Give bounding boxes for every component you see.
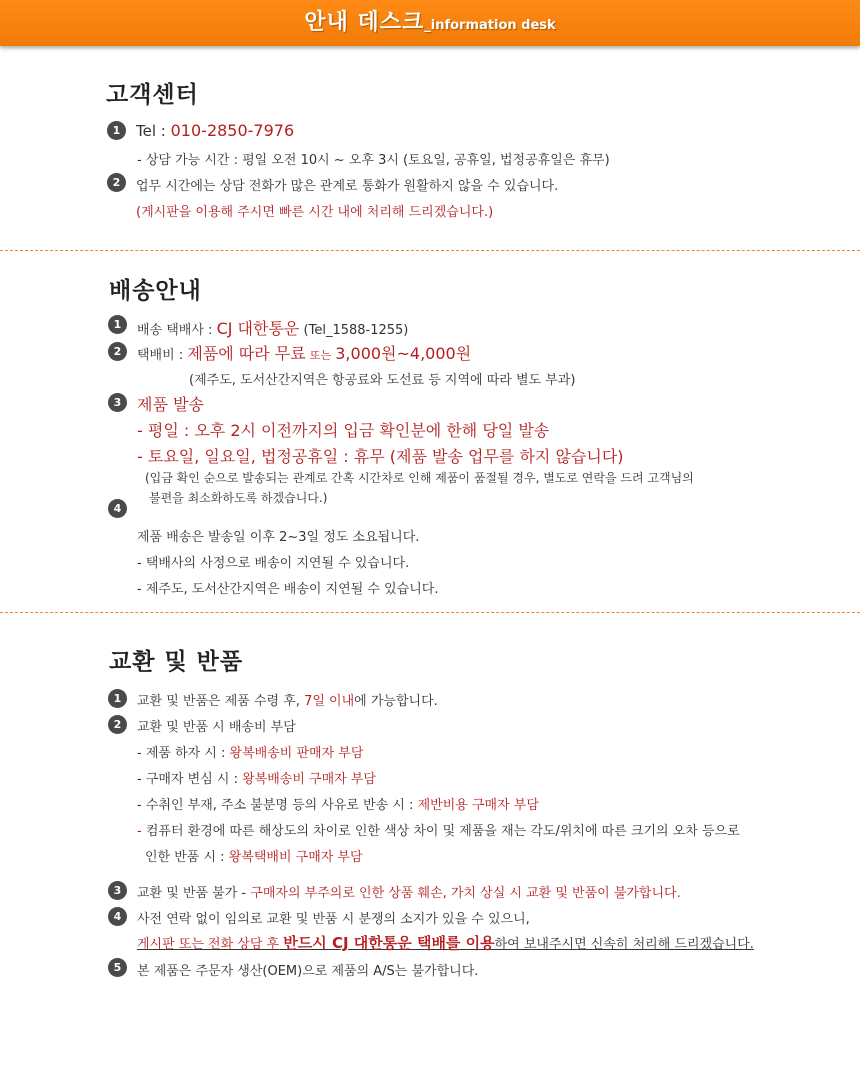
header-title: 안내 데스크 — [304, 10, 425, 35]
change-mind-line — [137, 768, 376, 787]
badge-number: 1 — [108, 315, 127, 334]
delay-island: - 제주도, 도서산간지역은 배송이 지연될 수 있습니다. — [137, 582, 439, 597]
badge-number: 4 — [108, 907, 127, 926]
soldout-note-2: 불편을 최소화하도록 하겠습니다.) — [149, 491, 328, 505]
badge-number: 1 — [108, 689, 127, 708]
header-subtitle: _information desk — [424, 18, 556, 33]
oem-notice: 본 제품은 주문자 생산(OEM)으로 제품의 A/S는 불가합니다. — [137, 964, 479, 979]
badge-number: 4 — [108, 499, 127, 518]
fee-label: 택배비 : — [137, 348, 184, 363]
returns-title: 교환 및 반품 — [109, 649, 244, 675]
soldout-note-1: (입금 확인 순으로 발송되는 관계로 간혹 시간차로 인해 제품이 품절될 경우, 별도로 연락을 드려 고객님의 — [145, 471, 694, 485]
fee-line — [137, 341, 471, 364]
shipping-title: 배송안내 — [109, 278, 202, 304]
monitor-label: 인한 반품 시 : — [145, 850, 225, 865]
courier-label: 배송 택배사 : — [137, 323, 213, 338]
no-return-line — [137, 882, 681, 901]
return-period-post: 에 가능합니다. — [354, 694, 438, 709]
section-divider — [0, 250, 860, 251]
no-return-label: 교환 및 반품 불가 - — [137, 886, 247, 901]
change-mind-label: - 구매자 변심 시 : — [137, 772, 238, 787]
badge-number: 3 — [108, 881, 127, 900]
absent-line — [137, 794, 539, 813]
courier-tel: (Tel_1588-1255) — [303, 323, 409, 338]
return-period-pre: 교환 및 반품은 제품 수령 후, — [137, 694, 300, 709]
defect-label: - 제품 하자 시 : — [137, 746, 226, 761]
return-period — [137, 690, 438, 709]
badge-number: 3 — [108, 393, 127, 412]
return-fee-title: 교환 및 반품 시 배송비 부담 — [137, 720, 296, 735]
fee-free: 제품에 따라 무료 — [187, 344, 306, 363]
change-mind-value: 왕복배송비 구매자 부담 — [242, 772, 376, 787]
weekend-dispatch: - 토요일, 일요일, 법정공휴일 : 휴무 (제품 발송 업무를 하지 않습니다) — [137, 447, 624, 466]
badge-number: 2 — [108, 715, 127, 734]
return-method-post: 하여 보내주시면 신속히 처리해 드리겠습니다. — [494, 937, 754, 952]
tel-label: Tel : — [136, 122, 166, 140]
courier-line — [137, 316, 408, 339]
delivery-duration: 제품 배송은 발송일 이후 2~3일 정도 소요됩니다. — [137, 530, 420, 545]
return-method-red: 게시판 또는 전화 상담 후 — [137, 937, 280, 952]
badge-number: 2 — [107, 173, 126, 192]
monitor-dash: - — [137, 824, 142, 839]
header-banner — [0, 0, 860, 46]
delay-courier: - 택배사의 사정으로 배송이 지연될 수 있습니다. — [137, 556, 410, 571]
customer-center-title: 고객센터 — [106, 82, 199, 108]
board-notice: (게시판을 이용해 주시면 빠른 시간 내에 처리해 드리겠습니다.) — [136, 205, 494, 220]
busy-notice: 업무 시간에는 상담 전화가 많은 관계로 통화가 원활하지 않을 수 있습니다. — [136, 179, 559, 194]
dispatch-title: 제품 발송 — [137, 395, 204, 414]
monitor-line-2 — [145, 846, 363, 865]
defect-value: 왕복배송비 판매자 부담 — [229, 746, 364, 761]
courier-name: CJ 대한통운 — [216, 319, 300, 338]
return-method-line — [137, 932, 754, 953]
defect-line — [137, 742, 363, 761]
fee-note: (제주도, 도서산간지역은 항공료와 도선료 등 지역에 따라 별도 부과) — [189, 373, 576, 388]
return-method-bold: 반드시 CJ 대한통운 택배를 이용 — [283, 934, 495, 952]
tel-number[interactable]: 010-2850-7976 — [170, 121, 295, 140]
absent-value: 제반비용 구매자 부담 — [417, 798, 539, 813]
dispute-notice: 사전 연락 없이 임의로 교환 및 반품 시 분쟁의 소지가 있을 수 있으니, — [137, 912, 530, 927]
section-divider — [0, 612, 860, 613]
monitor-line — [137, 820, 740, 839]
tel-line — [136, 121, 294, 140]
fee-range: 3,000원~4,000원 — [335, 344, 472, 363]
weekday-dispatch: - 평일 : 오후 2시 이전까지의 입금 확인분에 한해 당일 발송 — [137, 421, 550, 440]
badge-number: 2 — [108, 342, 127, 361]
fee-or: 또는 — [309, 349, 332, 362]
consult-hours: - 상담 가능 시간 : 평일 오전 10시 ~ 오후 3시 (토요일, 공휴일, 법정공휴일은 휴무) — [137, 153, 610, 168]
monitor-value: 왕복택배비 구매자 부담 — [228, 850, 363, 865]
badge-number: 5 — [108, 958, 127, 977]
absent-label: - 수취인 부재, 주소 불분명 등의 사유로 반송 시 : — [137, 798, 414, 813]
return-period-days: 7일 이내 — [304, 694, 355, 709]
monitor-text: 컴퓨터 환경에 따른 해상도의 차이로 인한 색상 차이 및 제품을 재는 각도/위치에 따른 크기의 오차 등으로 — [141, 824, 740, 839]
badge-number: 1 — [107, 121, 126, 140]
no-return-reason: 구매자의 부주의로 인한 상품 훼손, 가치 상실 시 교환 및 반품이 불가합니다. — [250, 886, 681, 901]
